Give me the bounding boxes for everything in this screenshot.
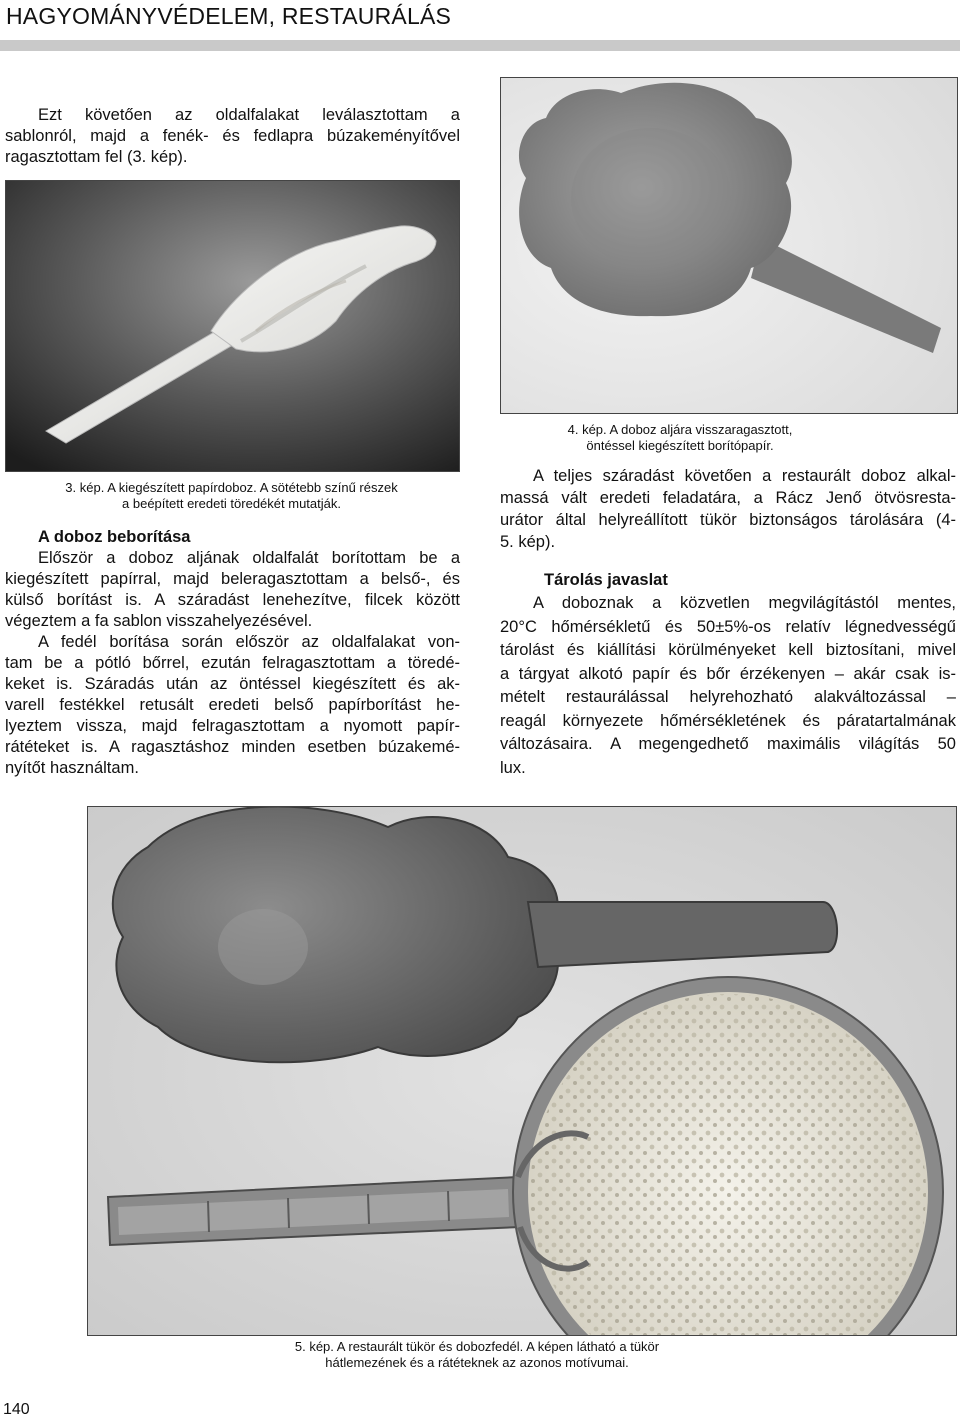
caption-line: 3. kép. A kiegészített papírdoboz. A sötétebb színű részek — [65, 480, 398, 495]
right-text-line: mételt restaurálással helyrehozható alakváltozással – — [500, 688, 956, 706]
left-text-line: lyeztem vissza, majd felragasztottam a nyomott papír- — [5, 717, 460, 735]
right-text-line: 20°C hőmérsékletű és 50±5%-os relatív légnedvességű — [500, 617, 956, 636]
intro-line: sablonról, majd a fenék- és fedlapra búzakeményítővel — [5, 127, 460, 145]
intro-line: Ezt követően az oldalfalakat leválasztottam a — [38, 106, 460, 124]
right-section-text-2 — [500, 592, 956, 780]
right-text-line: A doboznak a közvetlen megvilágítástól mentes, — [533, 594, 956, 612]
figure-5-caption — [87, 1339, 867, 1371]
left-text-line: A fedél borítása során először az oldalfalakat von- — [38, 633, 460, 651]
figure-3-photo — [5, 180, 460, 472]
right-section-heading: Tárolás javaslat — [544, 571, 668, 589]
left-text-line: keket is. Száradás után az öntéssel kiegészített és ak- — [5, 675, 460, 693]
caption-line: 5. kép. A restaurált tükör és dobozfedél. A képen látható a tükör — [294, 1339, 660, 1354]
right-text-line: reagál környezete hőmérsékletének és páratartalmának — [500, 711, 956, 730]
caption-line: a beépített eredeti töredékét mutatják. — [122, 496, 341, 511]
figure-5-photo — [87, 806, 957, 1336]
left-text-line: kiegészített papírral, majd beleragasztottam a belső-, és — [5, 570, 460, 588]
left-text-line: Először a doboz aljának oldalfalát borítottam be a — [38, 549, 460, 567]
mirror-and-lid-illustration — [88, 807, 956, 1335]
right-text-line: A teljes száradást követően a restaurált doboz alkal- — [533, 467, 956, 485]
left-text-line: rátéteket is. A ragasztáshoz minden esetben búzakemé- — [5, 738, 460, 756]
right-text-line: a tárgyat alkotó papír és bőr érzékenyen – akár csak is- — [500, 664, 956, 683]
figure-4-caption — [500, 422, 860, 454]
paper-box-illustration — [6, 181, 459, 471]
left-section-heading: A doboz beborítása — [38, 528, 191, 546]
intro-paragraph — [5, 105, 460, 168]
box-bottom-illustration — [501, 78, 957, 413]
left-text-line: végeztem a fa sablon visszahelyezésével. — [5, 612, 313, 630]
figure-4-photo — [500, 77, 958, 414]
running-header: HAGYOMÁNYVÉDELEM, RESTAURÁLÁS — [6, 3, 452, 29]
right-text-line: változásaira. A megengedhető maximális világítás 50 — [500, 735, 956, 753]
figure-3-caption — [5, 480, 458, 512]
left-text-line: külső borítást is. A száradást lenehezítve, filcek között — [5, 591, 460, 609]
caption-line: hátlemezének és a rátéteknek az azonos motívumai. — [325, 1355, 629, 1370]
right-text-line: 5. kép). — [500, 533, 556, 551]
page-number: 140 — [3, 1401, 30, 1418]
left-text-line: varell festékkel retusált eredeti belső papírborítást he- — [5, 696, 460, 714]
right-text-line: lux. — [500, 758, 526, 777]
right-text-line: urátor által helyreállított tükör biztonságos tárolására (4- — [500, 511, 956, 529]
intro-line: ragasztottam fel (3. kép). — [5, 148, 188, 166]
right-section-text-1 — [500, 465, 956, 553]
right-text-line: massá vált eredeti feladatára, a Rácz Jenő ötvösresta- — [500, 489, 956, 507]
left-section-text — [5, 548, 460, 779]
left-text-line: nyítőt használtam. — [5, 759, 139, 777]
caption-line: öntéssel kiegészített borítópapír. — [586, 438, 774, 453]
right-text-line: tárolást és kiállítási körülményeket kell biztosítani, mivel — [500, 641, 956, 659]
left-text-line: tam be a pótló bőrrel, ezután felragasztottam a töredé- — [5, 654, 460, 672]
header-rule — [0, 40, 960, 51]
caption-line: 4. kép. A doboz aljára visszaragasztott, — [567, 422, 793, 437]
